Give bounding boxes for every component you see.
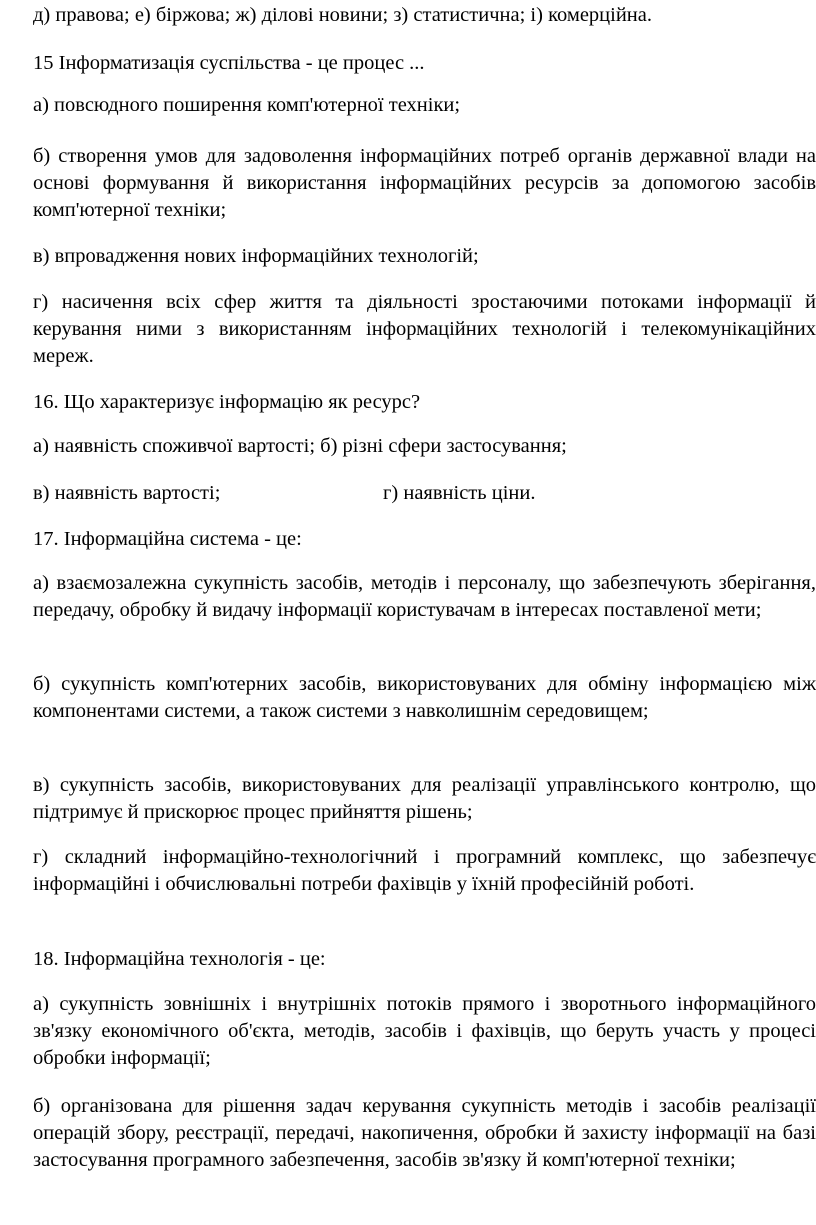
question-16: 16. Що характеризує інформацію як ресурс? [33, 391, 421, 413]
question-15-option-d: г) насичення всіх сфер життя та діяльності зростаючими потоками інформації й керування ними з використанням інформаційних технологій і телекомунікаційних мереж. [33, 291, 816, 367]
question-15-option-c: в) впровадження нових інформаційних технологій; [33, 245, 479, 267]
question-16-option-c: в) наявність вартості; [33, 482, 221, 504]
question-16-option-d: г) наявність ціни. [383, 482, 536, 504]
previous-question-options: д) правова; е) біржова; ж) ділові новини; з) статистична; і) комерційна. [33, 4, 652, 26]
question-17-option-b: б) сукупність комп'ютерних засобів, використовуваних для обміну інформацією між компонентами системи, а також системи з навколишнім середовищем; [33, 673, 816, 722]
question-15-option-b: б) створення умов для задоволення інформаційних потреб органів державної влади на основі формування й використання інформаційних ресурсів за допомогою засобів комп'ютерної техніки; [33, 145, 816, 221]
question-17-option-d: г) складний інформаційно-технологічний і програмний комплекс, що забезпечує інформаційні і обчислювальні потреби фахівців у їхній професійній роботі. [33, 846, 816, 895]
question-18-option-a: а) сукупність зовнішніх і внутрішніх потоків прямого і зворотнього інформаційного зв'язку економічного об'єкта, методів, засобів і фахівців, що беруть участь у процесі обробки інформації; [33, 993, 816, 1069]
question-15: 15 Інформатизація суспільства - це процес ... [33, 52, 425, 74]
question-16-options-a-b: а) наявність споживчої вартості; б) різні сфери застосування; [33, 435, 567, 457]
question-17-option-c: в) сукупність засобів, використовуваних для реалізації управлінського контролю, що підтримує й прискорює процес прийняття рішень; [33, 774, 816, 823]
question-16-options-c-d-row [0, 480, 816, 507]
question-18-option-b: б) організована для рішення задач керування сукупність методів і засобів реалізації операцій збору, реєстрації, передачі, накопичення, обробки й захисту інформації на базі застосування програмного забезпечення, засобів зв'язку й комп'ютерної техніки; [33, 1095, 816, 1171]
question-18: 18. Інформаційна технологія - це: [33, 948, 326, 970]
question-15-option-a: а) повсюдного поширення комп'ютерної техніки; [33, 94, 461, 116]
question-17-option-a: а) взаємозалежна сукупність засобів, методів і персоналу, що забезпечують зберігання, передачу, обробку й видачу інформації користувачам в інтересах поставленої мети; [33, 572, 816, 621]
question-17: 17. Інформаційна система - це: [33, 528, 302, 550]
